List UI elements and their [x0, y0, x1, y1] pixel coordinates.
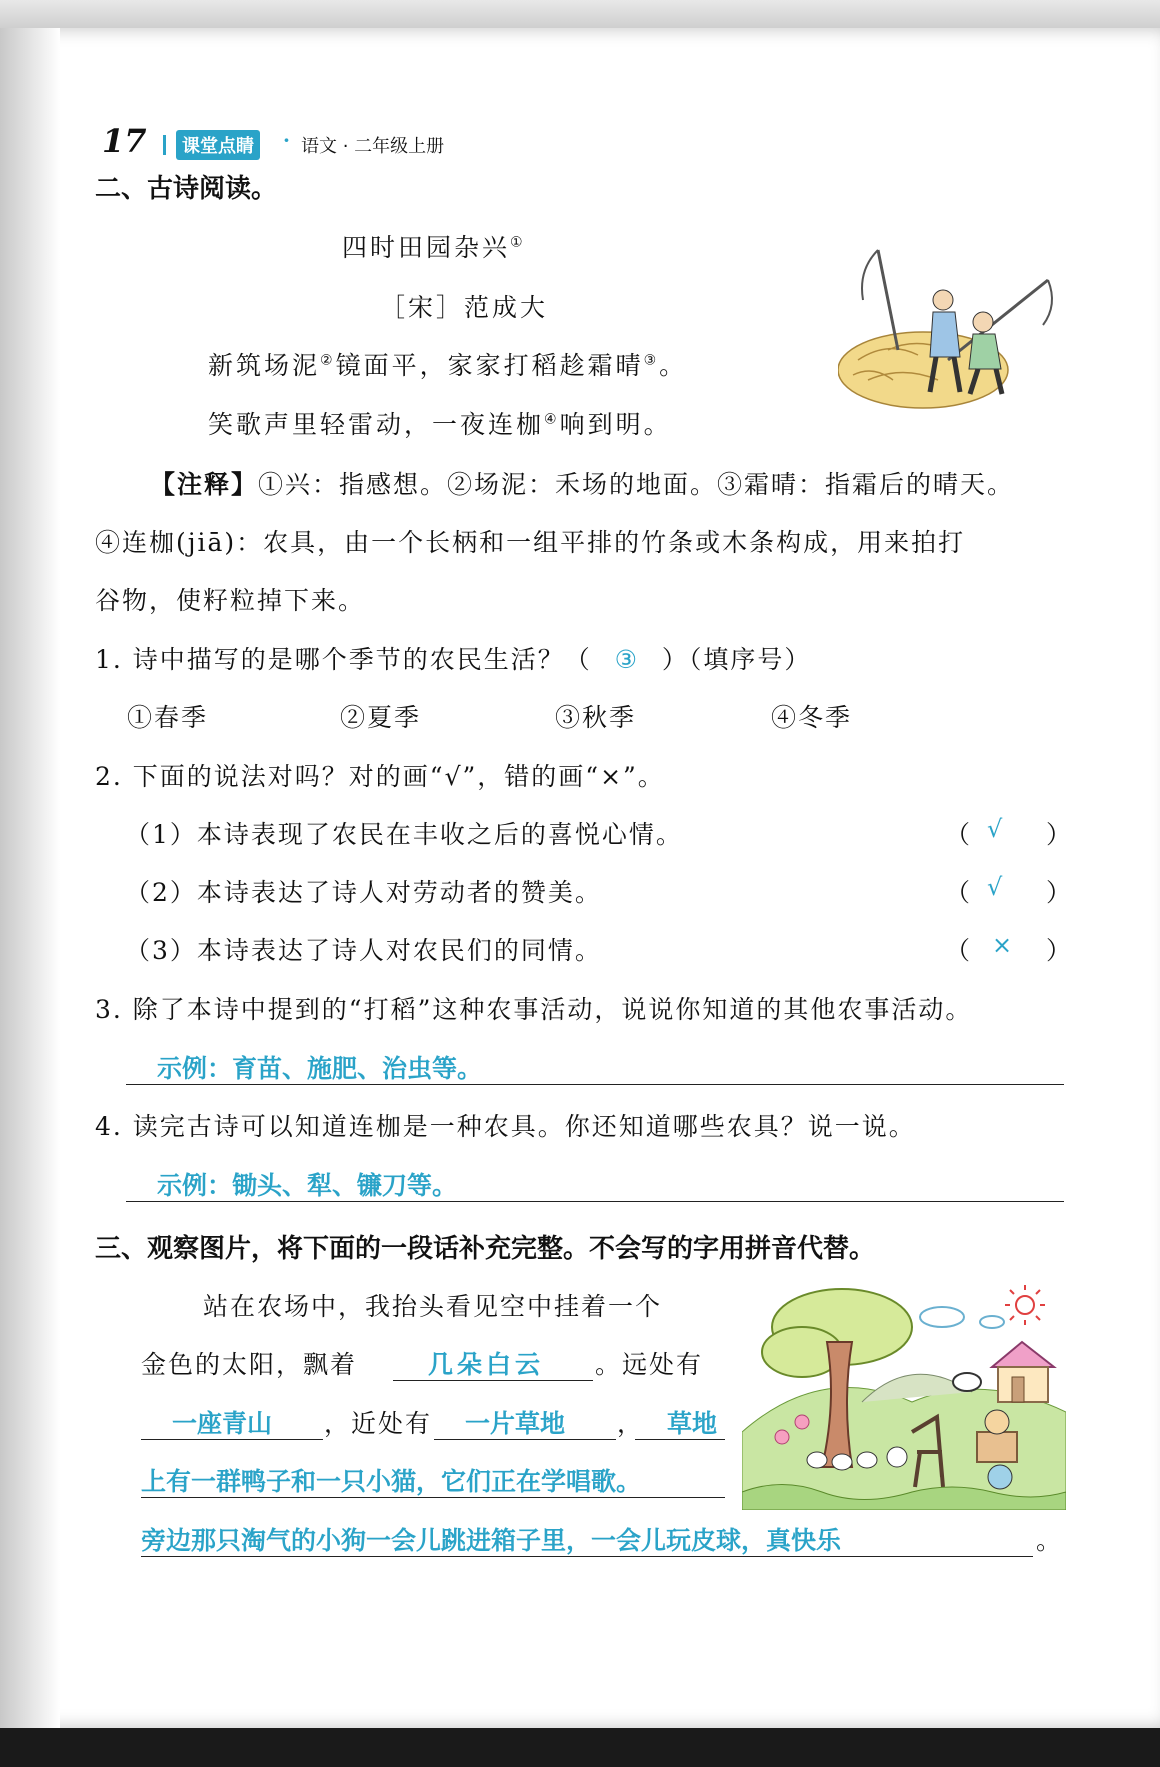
section-2-title: 二、古诗阅读。 [95, 174, 278, 204]
s3-answer-grass-2: 草地 [667, 1409, 718, 1438]
q3-answer-line [126, 1084, 1064, 1085]
poem-note-3: ③ [643, 352, 660, 369]
s3-answer-dog: 旁边那只淘气的小狗一会儿跳进箱子里，一会儿玩皮球，真快乐 [141, 1526, 842, 1555]
q2-item-1-close: ） [1046, 820, 1074, 849]
question-4-prompt: 4. 读完古诗可以知道连枷是一种农具。你还知道哪些农具？说一说。 [95, 1112, 916, 1141]
poem-line-1-b: 镜面平，家家打稻趁霜晴 [335, 351, 644, 380]
notes-line-3: 谷物，使籽粒掉下来。 [95, 586, 366, 615]
notes-line-1 [150, 465, 1014, 501]
s3-blank-clouds [393, 1380, 593, 1381]
s3-answer-mountain: 一座青山 [172, 1409, 273, 1438]
poem-line-2 [208, 405, 672, 441]
s3-line-2-b: 。远处有 [595, 1350, 704, 1379]
poem-note-2: ② [320, 352, 336, 369]
q2-item-3-close: ） [1046, 936, 1074, 965]
header-divider [163, 135, 166, 155]
q1-option-b: ②夏季 [340, 703, 422, 732]
question-4-answer: 示例：锄头、犁、镰刀等。 [157, 1171, 458, 1200]
question-1-prompt: 1. 诗中描写的是哪个季节的农民生活？（ [95, 645, 592, 674]
question-3-prompt: 3. 除了本诗中提到的“打稻”这种农事活动，说说你知道的其他农事活动。 [95, 995, 973, 1024]
q2-item-1-answer: √ [987, 815, 1003, 843]
q2-item-2-close: ） [1046, 878, 1074, 907]
q2-item-1-open: （ [945, 820, 973, 849]
notes-line-2: ④连枷(jiā)：农具，由一个长柄和一组平排的竹条或木条构成，用来拍打 [95, 528, 966, 557]
poem-line-1-c: 。 [659, 351, 688, 380]
farmers-threshing-illustration [838, 240, 1066, 412]
s3-blank-ducks [141, 1497, 725, 1498]
header-subtitle: 语文 · 二年级上册 [301, 136, 445, 157]
poem-line-1 [208, 346, 687, 382]
notes-label: 【注释】 [150, 470, 259, 499]
question-3-answer: 示例：育苗、施肥、治虫等。 [157, 1054, 483, 1083]
q1-option-d: ④冬季 [771, 703, 853, 732]
s3-blank-continue [635, 1439, 725, 1440]
header-dot: · [283, 128, 290, 152]
s3-line-2-a: 金色的太阳，飘着 [141, 1350, 358, 1379]
s3-answer-grass: 一片草地 [465, 1409, 566, 1438]
q1-option-a: ①春季 [127, 703, 209, 732]
q2-item-2-text: （2）本诗表达了诗人对劳动者的赞美。 [125, 878, 602, 907]
poem-line-1-a: 新筑场泥 [208, 351, 321, 380]
q2-item-3-answer: × [992, 931, 1013, 959]
q4-answer-line [126, 1201, 1064, 1202]
q2-item-3-text: （3）本诗表达了诗人对农民们的同情。 [125, 936, 602, 965]
s3-blank-grass [434, 1439, 616, 1440]
question-2-prompt: 2. 下面的说法对吗？对的画“√”，错的画“×”。 [95, 762, 665, 791]
q2-item-3-open: （ [945, 936, 973, 965]
poem-title [342, 228, 526, 264]
q2-item-2-answer: √ [987, 873, 1003, 901]
s3-line-1: 站在农场中，我抬头看见空中挂着一个 [203, 1292, 663, 1321]
q1-option-c: ③秋季 [555, 703, 637, 732]
poem-line-2-b: 响到明。 [559, 410, 672, 439]
question-1 [95, 640, 811, 676]
poem-note-4: ④ [544, 411, 560, 428]
q2-item-1-text: （1）本诗表现了农民在丰收之后的喜悦心情。 [125, 820, 683, 849]
poem-author: ［宋］范成大 [380, 293, 549, 322]
s3-blank-dog [141, 1556, 1033, 1557]
page-number: 17 [102, 122, 147, 160]
page-binding-shadow [0, 28, 60, 1728]
s3-blank-mountain [141, 1439, 323, 1440]
s3-answer-ducks: 上有一群鸭子和一只小猫，它们正在学唱歌。 [141, 1467, 642, 1496]
poem-title-note: ① [510, 234, 526, 251]
page-top-shadow [0, 0, 1160, 28]
poem-title-text: 四时田园杂兴 [342, 233, 511, 262]
q2-item-2-open: （ [945, 878, 973, 907]
section-3-title: 三、观察图片，将下面的一段话补充完整。不会写的字用拼音代替。 [95, 1234, 876, 1264]
s3-answer-clouds: 几朵白云 [428, 1350, 545, 1379]
poem-line-2-a: 笑歌声里轻雷动，一夜连枷 [208, 410, 545, 439]
question-1-answer: ③ [614, 645, 640, 674]
header-tag: 课堂点睛 [176, 130, 260, 160]
notes-1-text: ①兴：指感想。②场泥：禾场的地面。③霜晴：指霜后的晴天。 [258, 470, 1015, 499]
s3-line-3-a: ，近处有 [324, 1409, 433, 1438]
farm-scene-illustration [742, 1282, 1066, 1510]
question-1-suffix: ）（填序号） [661, 645, 812, 674]
s3-line-3-b: ， [617, 1409, 645, 1438]
s3-line-5-end: 。 [1036, 1526, 1064, 1555]
